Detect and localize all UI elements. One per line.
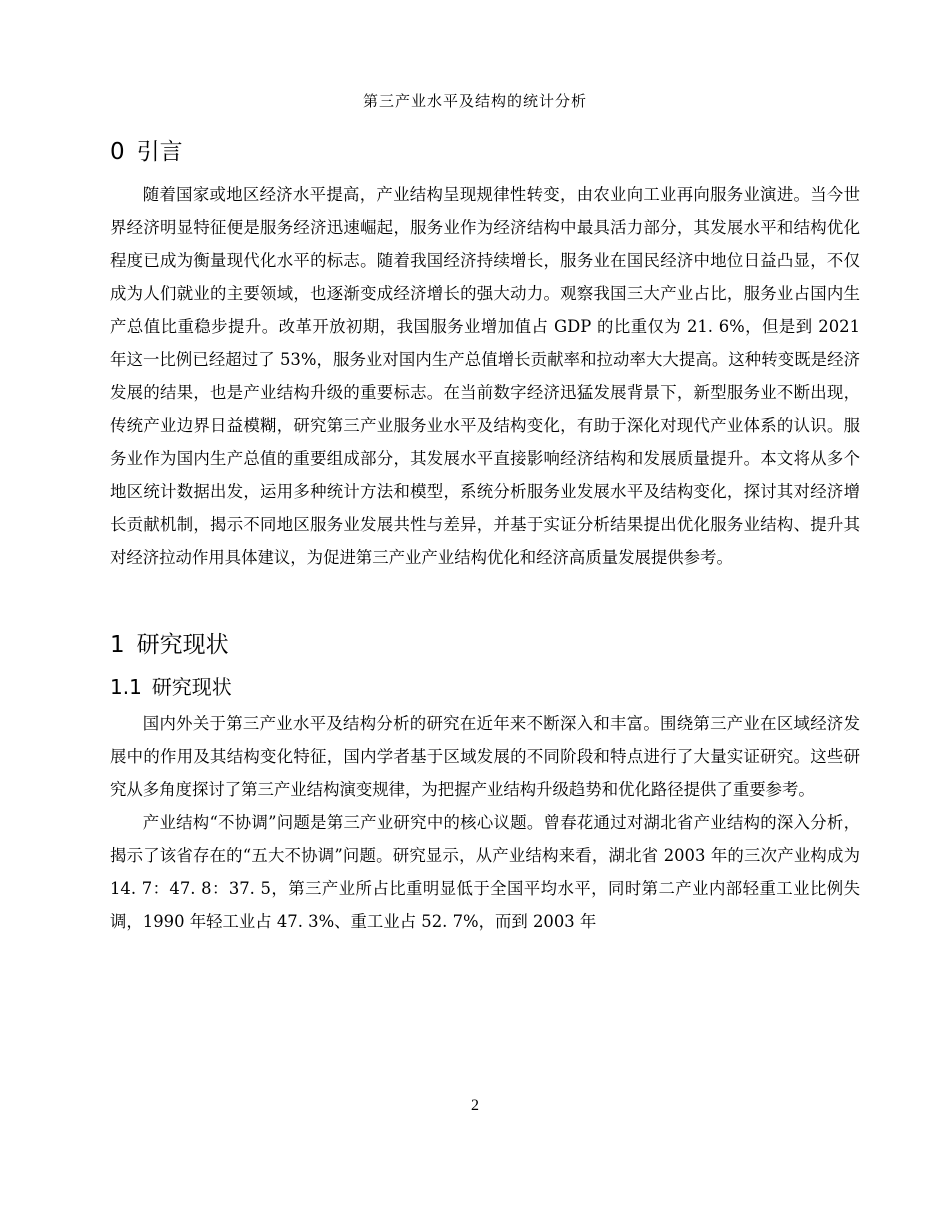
section-heading-research-status [110, 625, 860, 665]
body-paragraph: 国内外关于第三产业水平及结构分析的研究在近年来不断深入和丰富。围绕第三产业在区域经济发展中的作用及其结构变化特征，国内学者基于区域发展的不同阶段和特点进行了大量实证研究。这些研究从多角度探讨了第三产业结构演变规律，为把握产业结构升级趋势和优化路径提供了重要参考。 [110, 714, 860, 799]
section-heading-intro [110, 132, 860, 172]
body-paragraph: 产业结构“不协调”问题是第三产业研究中的核心议题。曾春花通过对湖北省产业结构的深入分析，揭示了该省存在的“五大不协调”问题。研究显示，从产业结构来看，湖北省 2003 年的三次产业构成为 14. 7：47. 8：37. 5，第三产业所占比重明显低于全国平均水平，同时第二产业内部轻重工业比例失调，1990 年轻工业占 47. 3%、重工业占 52. 7%，而到 2003 年 [110, 813, 860, 931]
running-header: 第三产业水平及结构的统计分析 [362, 92, 587, 110]
subsection-heading [110, 671, 860, 703]
section-number: 1 [110, 632, 125, 658]
subsection-title: 研究现状 [151, 675, 232, 699]
section-title: 研究现状 [136, 632, 229, 658]
section-number: 0 [110, 139, 125, 165]
section-title: 引言 [136, 139, 183, 165]
intro-paragraph: 随着国家或地区经济水平提高，产业结构呈现规律性转变，由农业向工业再向服务业演进。当今世界经济明显特征便是服务经济迅速崛起，服务业作为经济结构中最具活力部分，其发展水平和结构优化程度已成为衡量现代化水平的标志。随着我国经济持续增长，服务业在国民经济中地位日益凸显，不仅成为人们就业的主要领域，也逐渐变成经济增长的强大动力。观察我国三大产业占比，服务业占国内生产总值比重稳步提升。改革开放初期，我国服务业增加值占 GDP 的比重仅为 21. 6%，但是到 2021 年这一比例已经超过了 53%，服务业对国内生产总值增长贡献率和拉动率大大提高。这种转变既是经济发展的结果，也是产业结构升级的重要标志。在当前数字经济迅猛发展背景下，新型服务业不断出现，传统产业边界日益模糊，研究第三产业服务业水平及结构变化，有助于深化对现代产业体系的认识。服务业作为国内生产总值的重要组成部分，其发展水平直接影响经济结构和发展质量提升。本文将从多个地区统计数据出发，运用多种统计方法和模型，系统分析服务业发展水平及结构变化，探讨其对经济增长贡献机制，揭示不同地区服务业发展共性与差异，并基于实证分析结果提出优化服务业结构、提升其对经济拉动作用具体建议，为促进第三产业产业结构优化和经济高质量发展提供参考。 [110, 185, 860, 567]
page-number: 2 [471, 1097, 479, 1114]
subsection-number: 1.1 [110, 675, 142, 699]
page-body [110, 132, 860, 938]
